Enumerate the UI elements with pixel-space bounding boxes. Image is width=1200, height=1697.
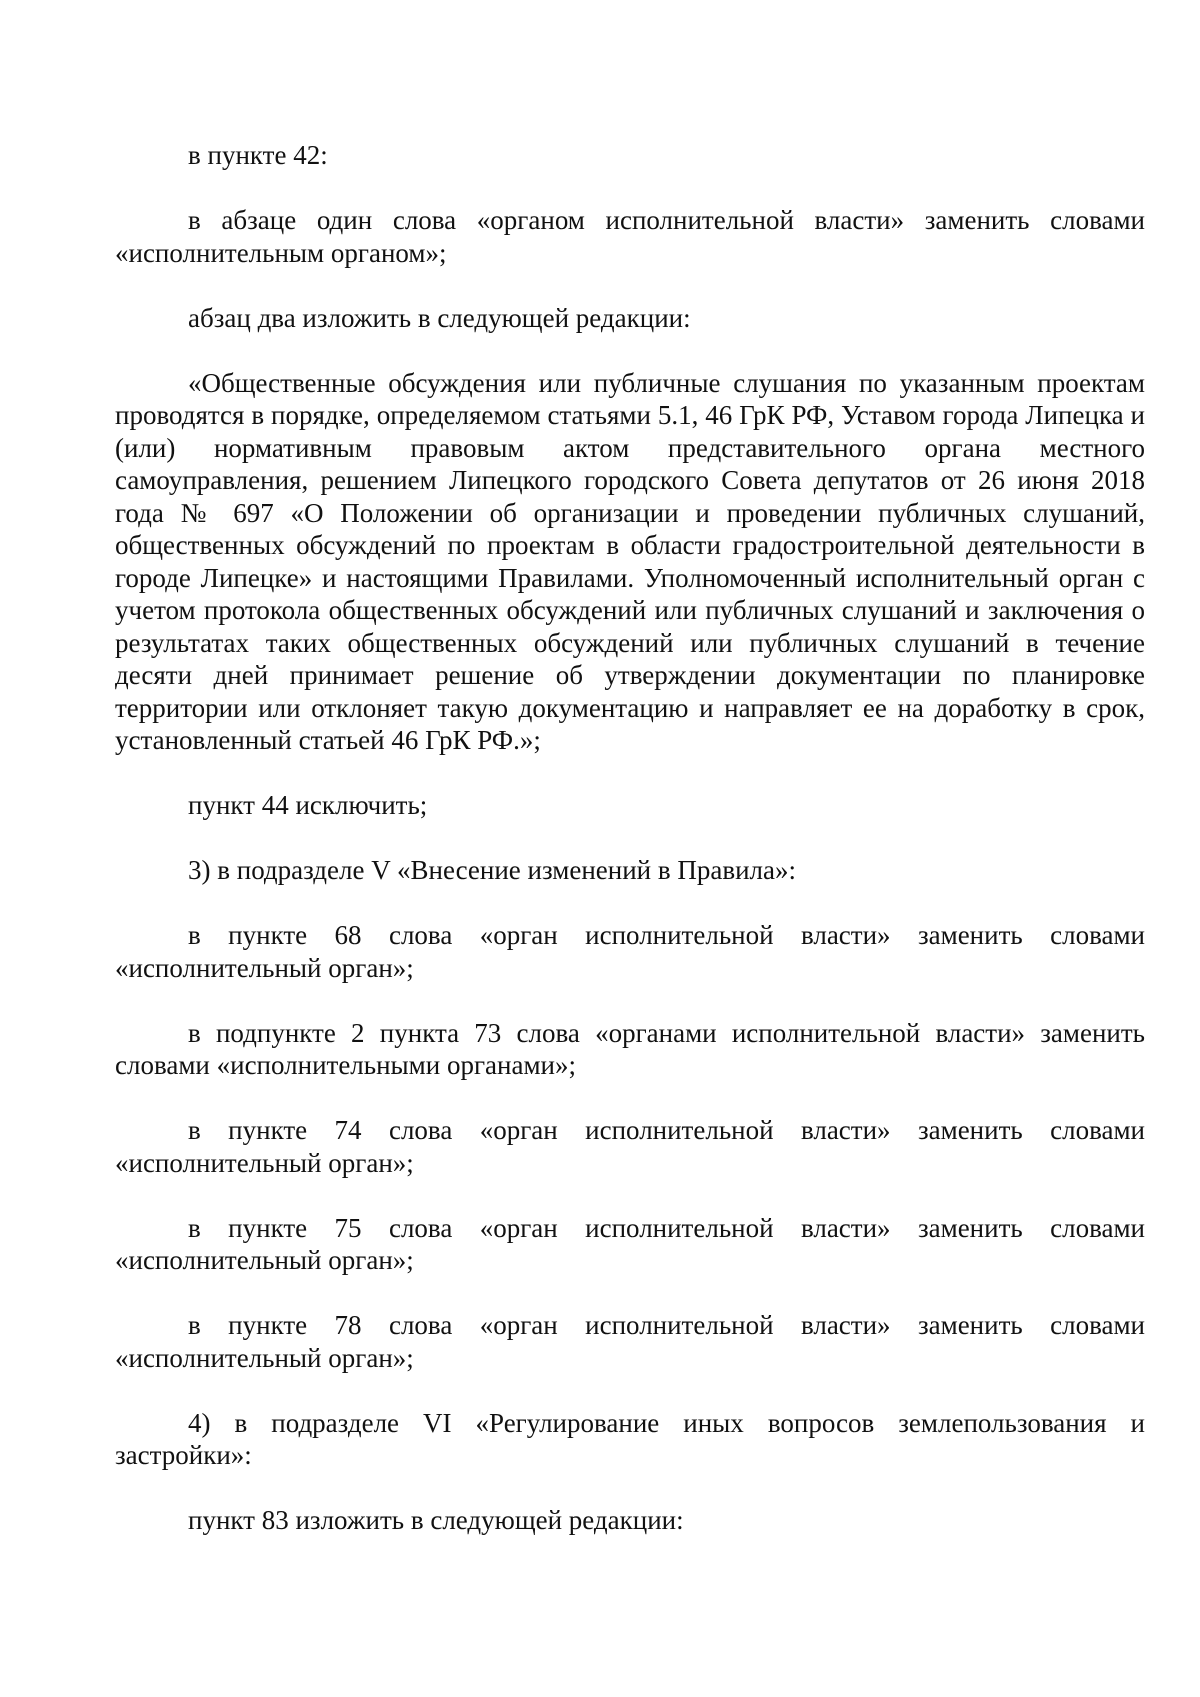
paragraph-point-75: в пункте 75 слова «орган исполнительной власти» заменить словами «исполнительный орган»; <box>115 1212 1145 1275</box>
paragraph-subsection-v: 3) в подразделе V «Внесение изменений в Правила»: <box>188 855 797 885</box>
paragraph-point-83: пункт 83 изложить в следующей редакции: <box>188 1505 684 1535</box>
paragraph-point-44: пункт 44 исключить; <box>188 790 428 820</box>
paragraph-abzac-two: абзац два изложить в следующей редакции: <box>188 302 691 333</box>
paragraph-abzac-one: в абзаце один слова «органом исполнительной власти» заменить словами «исполнительным органом»; <box>115 205 1145 268</box>
document-body <box>115 139 1145 1569</box>
paragraph-point-78: в пункте 78 слова «орган исполнительной власти» заменить словами «исполнительный орган»; <box>115 1310 1145 1373</box>
paragraph-point-68: в пункте 68 слова «орган исполнительной власти» заменить словами «исполнительный орган»; <box>115 920 1145 983</box>
paragraph-point-42: в пункте 42: <box>188 140 328 170</box>
paragraph-subsection-vi: 4) в подразделе VI «Регулирование иных вопросов землепользования и застройки»: <box>115 1407 1145 1470</box>
paragraph-quoted-text: «Общественные обсуждения или публичные слушания по указанным проектам проводятся в порядке, определяемом статьями 5.1, 46 ГрК РФ, Уставом города Липецка и (или) нормативным правовым актом представительного органа местного самоуправления, решением Липецкого городского Совета депутатов от 26 июня 2018 года № 697 «О Положении об организации и проведении публичных слушаний, общественных обсуждений по проектам в области градостроительной деятельности в городе Липецке» и настоящими Правилами. Уполномоченный исполнительный орган с учетом протокола общественных обсуждений или публичных слушаний и заключения о результатах таких общественных обсуждений или публичных слушаний в течение десяти дней принимает решение об утверждении документации по планировке территории или отклоняет такую документацию и направляет ее на доработку в срок, установленный статьей 46 ГрК РФ.»; <box>115 367 1145 755</box>
paragraph-point-73: в подпункте 2 пункта 73 слова «органами исполнительной власти» заменить словами «исполнительными органами»; <box>115 1017 1145 1080</box>
paragraph-point-74: в пункте 74 слова «орган исполнительной власти» заменить словами «исполнительный орган»; <box>115 1115 1145 1178</box>
